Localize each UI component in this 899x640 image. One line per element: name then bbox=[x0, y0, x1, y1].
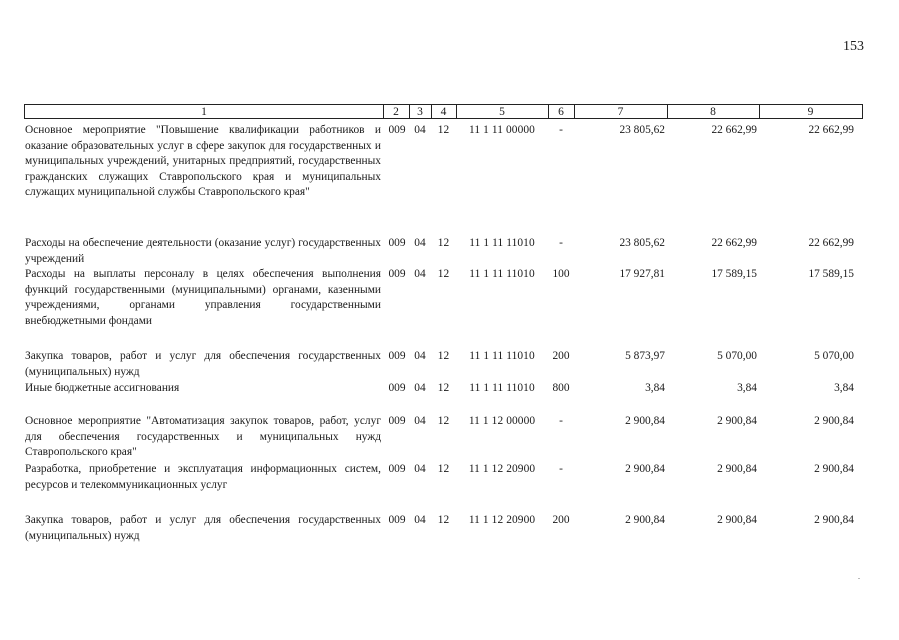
row-code-target: 11 1 11 00000 bbox=[469, 124, 535, 136]
row-name: Расходы на выплаты персоналу в целях обеспечения выполнения функций государственными (муниципальными) органами, казенными учреждениями, органами управления государственными внебюджетными фондами bbox=[25, 268, 381, 327]
row-code-section: 04 bbox=[414, 415, 426, 427]
row-code-subsection: 12 bbox=[437, 514, 450, 526]
header-col-9: 9 bbox=[759, 104, 863, 119]
header-col-2: 2 bbox=[383, 104, 410, 119]
row-amount-col7: 3,84 bbox=[645, 382, 665, 394]
row-code-subsection: 12 bbox=[437, 382, 450, 394]
row-code-expense-type: - bbox=[559, 237, 563, 249]
row-code-ministry: 009 bbox=[388, 415, 406, 427]
row-code-section: 04 bbox=[414, 514, 426, 526]
row-amount-col9: 3,84 bbox=[834, 382, 854, 394]
row-amount-col7: 2 900,84 bbox=[625, 415, 665, 427]
row-code-ministry: 009 bbox=[388, 237, 406, 249]
row-code-expense-type: - bbox=[559, 415, 563, 427]
row-amount-col7: 23 805,62 bbox=[619, 237, 665, 249]
row-code-target: 11 1 11 11010 bbox=[469, 382, 535, 394]
row-code-target: 11 1 12 00000 bbox=[468, 415, 536, 427]
row-code-subsection: 12 bbox=[437, 268, 450, 280]
row-amount-col7: 23 805,62 bbox=[619, 124, 665, 136]
row-code-ministry: 009 bbox=[388, 268, 406, 280]
row-code-subsection: 12 bbox=[437, 124, 450, 136]
row-amount-col8: 22 662,99 bbox=[711, 237, 757, 249]
row-amount-col8: 22 662,99 bbox=[711, 124, 757, 136]
scan-speck bbox=[858, 578, 860, 579]
row-amount-col7: 2 900,84 bbox=[625, 463, 665, 475]
row-amount-col9: 5 070,00 bbox=[814, 350, 854, 362]
row-code-subsection: 12 bbox=[437, 237, 450, 249]
row-name: Разработка, приобретение и эксплуатация информационных систем, ресурсов и телекоммуникационных услуг bbox=[25, 463, 381, 491]
row-name: Расходы на обеспечение деятельности (оказание услуг) государственных учреждений bbox=[25, 237, 381, 265]
row-amount-col8: 5 070,00 bbox=[717, 350, 757, 362]
row-amount-col7: 17 927,81 bbox=[619, 268, 665, 280]
row-code-subsection: 12 bbox=[437, 415, 450, 427]
row-name: Основное мероприятие "Повышение квалификации работников и оказание образовательных услуг в сфере закупок для государственных и муниципальных учреждений, унитарных предприятий, государственных гражданских служащих Ставропольского края и муниципальных служащих муниципальной службы Ставропольского края" bbox=[25, 124, 381, 199]
row-name: Иные бюджетные ассигнования bbox=[25, 382, 180, 394]
page-number: 153 bbox=[843, 39, 864, 54]
row-code-section: 04 bbox=[414, 382, 426, 394]
row-code-ministry: 009 bbox=[388, 463, 406, 475]
header-col-5: 5 bbox=[456, 104, 549, 119]
row-amount-col8: 2 900,84 bbox=[717, 514, 757, 526]
row-code-section: 04 bbox=[414, 463, 426, 475]
row-code-target: 11 1 12 20900 bbox=[468, 514, 536, 526]
row-name: Основное мероприятие "Автоматизация закупок товаров, работ, услуг для обеспечения государственных и муниципальных нужд Ставропольского края" bbox=[25, 415, 381, 459]
header-col-7: 7 bbox=[574, 104, 668, 119]
row-code-section: 04 bbox=[414, 268, 426, 280]
row-code-ministry: 009 bbox=[388, 350, 406, 362]
row-code-section: 04 bbox=[414, 124, 426, 136]
row-amount-col7: 5 873,97 bbox=[625, 350, 665, 362]
header-col-6: 6 bbox=[548, 104, 575, 119]
header-col-3: 3 bbox=[409, 104, 432, 119]
row-name: Закупка товаров, работ и услуг для обеспечения государственных (муниципальных) нужд bbox=[25, 514, 381, 542]
row-code-expense-type: 200 bbox=[552, 514, 570, 526]
row-amount-col8: 17 589,15 bbox=[711, 268, 757, 280]
row-amount-col8: 3,84 bbox=[737, 382, 757, 394]
row-code-subsection: 12 bbox=[437, 463, 450, 475]
row-code-section: 04 bbox=[414, 350, 426, 362]
row-amount-col9: 2 900,84 bbox=[814, 514, 854, 526]
row-amount-col9: 22 662,99 bbox=[808, 124, 854, 136]
row-code-ministry: 009 bbox=[388, 382, 406, 394]
row-amount-col9: 2 900,84 bbox=[814, 415, 854, 427]
row-code-target: 11 1 11 11010 bbox=[469, 268, 535, 280]
header-col-8: 8 bbox=[667, 104, 760, 119]
row-code-target: 11 1 11 11010 bbox=[469, 237, 535, 249]
row-code-target: 11 1 12 20900 bbox=[468, 463, 536, 475]
row-code-target: 11 1 11 11010 bbox=[469, 350, 535, 362]
row-code-ministry: 009 bbox=[388, 514, 406, 526]
row-amount-col9: 2 900,84 bbox=[814, 463, 854, 475]
header-col-1: 1 bbox=[24, 104, 384, 119]
row-code-expense-type: - bbox=[559, 463, 563, 475]
header-col-4: 4 bbox=[431, 104, 457, 119]
row-name: Закупка товаров, работ и услуг для обеспечения государственных (муниципальных) нужд bbox=[25, 350, 381, 378]
row-code-subsection: 12 bbox=[437, 350, 450, 362]
row-amount-col7: 2 900,84 bbox=[625, 514, 665, 526]
row-amount-col9: 17 589,15 bbox=[808, 268, 854, 280]
row-code-expense-type: 100 bbox=[552, 268, 570, 280]
row-code-expense-type: - bbox=[559, 124, 563, 136]
row-amount-col8: 2 900,84 bbox=[717, 415, 757, 427]
row-code-expense-type: 800 bbox=[552, 382, 570, 394]
row-amount-col8: 2 900,84 bbox=[717, 463, 757, 475]
row-code-expense-type: 200 bbox=[552, 350, 570, 362]
row-amount-col9: 22 662,99 bbox=[808, 237, 854, 249]
row-code-section: 04 bbox=[414, 237, 426, 249]
row-code-ministry: 009 bbox=[388, 124, 406, 136]
